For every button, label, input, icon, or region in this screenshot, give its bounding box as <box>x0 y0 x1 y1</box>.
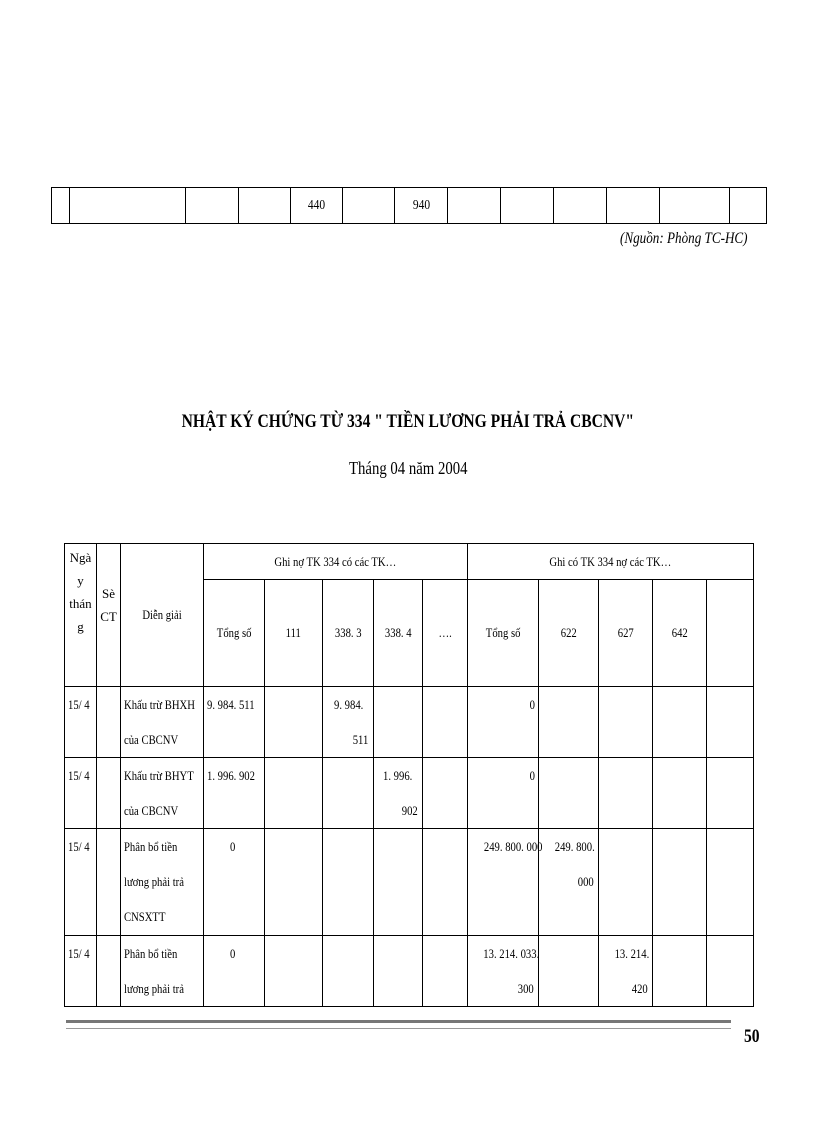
row-credit-642 <box>653 936 707 1007</box>
row-debit-other <box>423 936 468 1007</box>
header-credit-group: Ghi có TK 334 nợ các TK… <box>468 544 754 580</box>
row-description: Khấu trừ BHYT của CBCNV <box>121 758 204 829</box>
row-debit-3383: 9. 984. 511 <box>323 687 374 758</box>
row-debit-3383 <box>323 829 374 936</box>
source-note: (Nguồn: Phòng TC-HC) <box>620 230 748 247</box>
header-row-groups <box>65 544 754 580</box>
row-credit-extra <box>707 758 754 829</box>
row-debit-111 <box>265 687 323 758</box>
header-credit-extra <box>707 580 754 687</box>
table-row <box>65 829 754 936</box>
row-credit-642 <box>653 687 707 758</box>
row-credit-622: 249. 800. 000 <box>539 829 599 936</box>
header-debit-other: …. <box>423 580 468 687</box>
row-debit-111 <box>265 936 323 1007</box>
footer-divider <box>66 1020 731 1029</box>
table-cell <box>239 188 291 224</box>
row-date: 15/ 4 <box>65 758 97 829</box>
table-row <box>52 188 767 224</box>
row-doc-no <box>97 758 121 829</box>
row-debit-other <box>423 758 468 829</box>
row-credit-extra <box>707 829 754 936</box>
row-date: 15/ 4 <box>65 687 97 758</box>
row-doc-no <box>97 936 121 1007</box>
cell-value: 440 <box>307 197 326 213</box>
row-description: Phân bổ tiền lương phải trả <box>121 936 204 1007</box>
header-debit-3383: 338. 3 <box>323 580 374 687</box>
cell-value: 940 <box>412 197 430 213</box>
row-doc-no <box>97 687 121 758</box>
row-debit-3383 <box>323 936 374 1007</box>
table-cell <box>730 188 767 224</box>
header-debit-total: Tổng số <box>204 580 265 687</box>
row-credit-627 <box>599 829 653 936</box>
header-debit-group: Ghi nợ TK 334 có các TK… <box>204 544 468 580</box>
row-description: Khấu trừ BHXH của CBCNV <box>121 687 204 758</box>
table-cell <box>70 188 186 224</box>
row-debit-total: 0 <box>204 936 265 1007</box>
header-doc-no: Sè CT <box>97 544 121 687</box>
header-credit-642: 642 <box>653 580 707 687</box>
row-credit-622 <box>539 687 599 758</box>
table-cell <box>343 188 395 224</box>
header-date: Ngà y thán g <box>65 544 97 687</box>
row-debit-3383 <box>323 758 374 829</box>
table-cell <box>554 188 607 224</box>
row-date: 15/ 4 <box>65 936 97 1007</box>
row-debit-111 <box>265 758 323 829</box>
page-number: 50 <box>744 1026 760 1047</box>
row-debit-total: 0 <box>204 829 265 936</box>
header-debit-111: 111 <box>265 580 323 687</box>
header-credit-627: 627 <box>599 580 653 687</box>
header-description: Diễn giải <box>121 544 204 687</box>
table-cell <box>660 188 730 224</box>
row-credit-total: 0 <box>468 687 539 758</box>
table-cell <box>186 188 239 224</box>
table-cell <box>52 188 70 224</box>
row-credit-642 <box>653 758 707 829</box>
row-credit-627: 13. 214. 420 <box>599 936 653 1007</box>
row-debit-3384 <box>374 829 423 936</box>
page-title: NHẬT KÝ CHỨNG TỪ 334 " TIỀN LƯƠNG PHẢI TRẢ CBCNV" <box>181 411 635 432</box>
table-cell <box>448 188 501 224</box>
page-subtitle: Tháng 04 năm 2004 <box>348 458 468 478</box>
table-cell <box>291 188 343 224</box>
row-debit-total: 9. 984. 511 <box>204 687 265 758</box>
row-debit-other <box>423 687 468 758</box>
journal-table <box>64 543 754 1007</box>
table-cell <box>501 188 554 224</box>
row-doc-no <box>97 829 121 936</box>
row-debit-111 <box>265 829 323 936</box>
row-credit-627 <box>599 758 653 829</box>
row-debit-3384 <box>374 936 423 1007</box>
row-credit-total: 249. 800. 000 <box>468 829 539 936</box>
row-credit-total: 13. 214. 033. 300 <box>468 936 539 1007</box>
row-credit-622 <box>539 758 599 829</box>
row-credit-627 <box>599 687 653 758</box>
row-debit-other <box>423 829 468 936</box>
previous-table-fragment <box>51 187 767 224</box>
header-credit-total: Tổng số <box>468 580 539 687</box>
row-debit-total: 1. 996. 902 <box>204 758 265 829</box>
table-row <box>65 687 754 758</box>
row-credit-642 <box>653 829 707 936</box>
table-row <box>65 758 754 829</box>
table-row <box>65 936 754 1007</box>
row-date: 15/ 4 <box>65 829 97 936</box>
table-cell <box>607 188 660 224</box>
header-credit-622: 622 <box>539 580 599 687</box>
row-credit-extra <box>707 936 754 1007</box>
row-credit-622 <box>539 936 599 1007</box>
row-description: Phân bổ tiền lương phải trả CNSXTT <box>121 829 204 936</box>
header-debit-3384: 338. 4 <box>374 580 423 687</box>
row-credit-extra <box>707 687 754 758</box>
row-debit-3384: 1. 996. 902 <box>374 758 423 829</box>
row-credit-total: 0 <box>468 758 539 829</box>
row-debit-3384 <box>374 687 423 758</box>
table-cell <box>395 188 448 224</box>
